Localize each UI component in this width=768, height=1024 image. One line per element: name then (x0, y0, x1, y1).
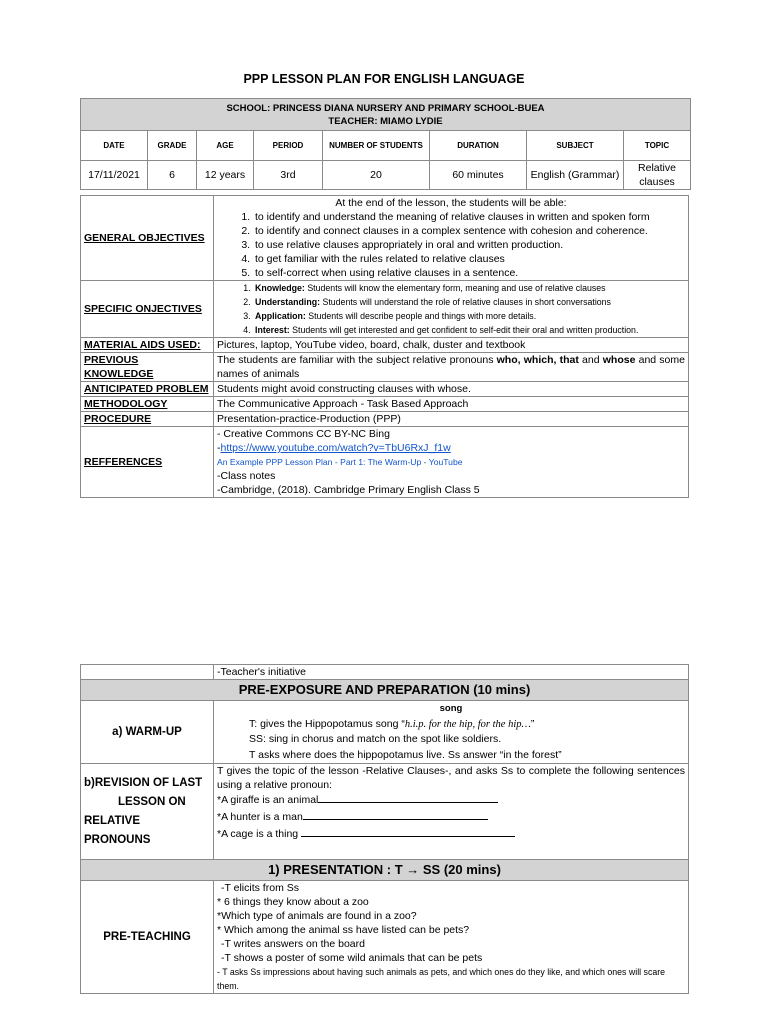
procedure-label: PROCEDURE (81, 412, 214, 427)
procedure-value: Presentation-practice-Production (PPP) (214, 412, 689, 427)
preteaching-item: *Which type of animals are found in a zoo? (217, 910, 417, 922)
revision-instructions: T gives the topic of the lesson -Relative Clauses-, and asks Ss to complete the following sentences using a relative pronoun: (217, 765, 685, 791)
col-age: AGE (197, 131, 254, 161)
list-item: 5. to self-correct when using relative clauses in a sentence. (253, 266, 685, 280)
preteaching-item: -T elicits from Ss (221, 882, 299, 894)
previous-post: and some names of animals (217, 354, 685, 380)
col-topic: TOPIC (624, 131, 691, 161)
reference-item: - Creative Commons CC BY-NC Bing (217, 428, 390, 440)
revision-label (81, 764, 214, 860)
youtube-link[interactable]: https://www.youtube.com/watch?v=TbU6RxJ_f1w (220, 442, 451, 454)
procedure-table (80, 664, 689, 994)
general-objectives-label: GENERAL OBJECTIVES (81, 196, 214, 281)
anticipated-problem-label: ANTICIPATED PROBLEM (81, 382, 214, 397)
list-item (253, 281, 685, 295)
objective-text: Students will describe people and things with more details. (308, 311, 537, 321)
specific-objectives-cell (214, 281, 689, 338)
specific-objectives-list (217, 281, 685, 337)
objective-key: Interest: (255, 325, 290, 335)
sentence-item (217, 792, 685, 809)
page-title: PPP LESSON PLAN FOR ENGLISH LANGUAGE (243, 72, 525, 86)
methodology-value: The Communicative Approach - Task Based Approach (214, 397, 689, 412)
previous-and: and (578, 354, 603, 366)
song-lyrics: h.i.p. for the hip, for the hip… (404, 718, 531, 730)
objective-key: Knowledge: (255, 283, 305, 293)
material-value: Pictures, laptop, YouTube video, board, chalk, duster and textbook (214, 338, 689, 353)
warmup-cell (214, 701, 689, 764)
song-line: SS: sing in chorus and match on the spot like soldiers. (249, 733, 502, 745)
youtube-title-link[interactable]: An Example PPP Lesson Plan - Part 1: The Warm-Up - YouTube (217, 457, 463, 467)
previous-bold: who, which, that (496, 354, 579, 366)
val-topic: Relative clauses (624, 161, 691, 190)
objective-key: Understanding: (255, 297, 320, 307)
objective-text: Students will understand the role of relative clauses in short conversations (322, 297, 611, 307)
list-item (253, 295, 685, 309)
reference-item: -Cambridge, (2018). Cambridge Primary English Class 5 (217, 484, 480, 496)
list-item: 4. to get familiar with the rules related to relative clauses (253, 252, 685, 266)
general-objectives-cell (214, 196, 689, 281)
teacher-name: TEACHER: MIAMO LYDIE (328, 115, 443, 127)
previous-knowledge-label: PREVIOUS KNOWLEDGE (81, 353, 214, 382)
answer-blank (301, 827, 515, 837)
section-pre-exposure: PRE-EXPOSURE AND PREPARATION (10 mins) (81, 680, 689, 701)
preteaching-item: -T writes answers on the board (221, 938, 365, 950)
empty-cell (81, 665, 214, 680)
answer-blank (303, 810, 488, 820)
methodology-label: METHODOLOGY (81, 397, 214, 412)
list-item (253, 323, 685, 337)
section-presentation: 1) PRESENTATION : T → SS (20 mins) (81, 860, 689, 881)
preteaching-item: - T asks Ss impressions about having such animals as pets, and which ones do they like, and which ones will scare them. (217, 967, 666, 991)
revision-label-line: RELATIVE (84, 814, 141, 827)
list-item: 2. to identify and connect clauses in a complex sentence with cohesion and coherence. (253, 224, 685, 238)
song-line1-text: T: gives the Hippopotamus song “ (249, 717, 405, 730)
specific-objectives-label: SPECIFIC ONJECTIVES (81, 281, 214, 338)
preteaching-label: PRE-TEACHING (81, 881, 214, 994)
objective-text: Students will get interested and get confident to self-edit their oral and written production. (292, 325, 639, 335)
sentence-text: *A cage is a thing (217, 828, 302, 840)
col-grade: GRADE (148, 131, 197, 161)
preteaching-item: -T shows a poster of some wild animals that can be pets (221, 952, 483, 964)
preteaching-item: * 6 things they know about a zoo (217, 896, 369, 908)
val-grade: 6 (148, 161, 197, 190)
list-item (253, 309, 685, 323)
revision-cell (214, 764, 689, 860)
general-objectives-intro: At the end of the lesson, the students will be able: (335, 197, 567, 209)
reference-item: -Class notes (217, 470, 276, 482)
col-duration: DURATION (430, 131, 527, 161)
preteaching-cell (214, 881, 689, 994)
list-item: 3. to use relative clauses appropriately in oral and written production. (253, 238, 685, 252)
answer-blank (318, 793, 498, 803)
warmup-label: a) WARM-UP (81, 701, 214, 764)
objectives-table (80, 195, 689, 498)
val-students: 20 (323, 161, 430, 190)
previous-bold2: whose (602, 354, 636, 366)
references-cell (214, 427, 689, 498)
revision-label-line: PRONOUNS (84, 833, 151, 846)
reference-dash: - (217, 442, 221, 454)
objective-key: Application: (255, 311, 306, 321)
reference-item (217, 441, 685, 455)
sentence-text: *A giraffe is an animal (217, 794, 319, 806)
sentence-item (217, 826, 685, 843)
previous-knowledge-value (214, 353, 689, 382)
references-label: REFFERENCES (81, 427, 214, 498)
school-name: SCHOOL: PRINCESS DIANA NURSERY AND PRIMARY SCHOOL-BUEA (226, 102, 545, 114)
song-title: song (439, 703, 463, 714)
material-label: MATERIAL AIDS USED: (81, 338, 214, 353)
song-line: T asks where does the hippopotamus live. Ss answer “in the forest” (249, 748, 562, 761)
revision-label-line: b)REVISION OF LAST (84, 776, 203, 789)
general-objectives-list (217, 210, 685, 280)
header-table (80, 98, 691, 190)
teachers-initiative: -Teacher's initiative (214, 665, 689, 680)
col-period: PERIOD (254, 131, 323, 161)
val-period: 3rd (254, 161, 323, 190)
col-students: NUMBER OF STUDENTS (323, 131, 430, 161)
sentence-item (217, 809, 685, 826)
col-subject: SUBJECT (527, 131, 624, 161)
previous-text: The students are familiar with the subject relative pronouns (217, 354, 497, 366)
song-line (217, 717, 685, 733)
col-date: DATE (81, 131, 148, 161)
val-date: 17/11/2021 (81, 161, 148, 190)
list-item: 1. to identify and understand the meaning of relative clauses in written and spoken form (253, 210, 685, 224)
objective-text: Students will know the elementary form, meaning and use of relative clauses (307, 283, 606, 293)
val-subject: English (Grammar) (527, 161, 624, 190)
preteaching-item: * Which among the animal ss have listed can be pets? (217, 924, 470, 936)
school-teacher-cell (81, 99, 691, 131)
revision-label-line: LESSON ON (118, 795, 186, 808)
song-line1-close: ” (530, 717, 535, 730)
anticipated-problem-value: Students might avoid constructing clauses with whose. (214, 382, 689, 397)
sentence-text: *A hunter is a man (217, 811, 303, 823)
val-duration: 60 minutes (430, 161, 527, 190)
val-age: 12 years (197, 161, 254, 190)
